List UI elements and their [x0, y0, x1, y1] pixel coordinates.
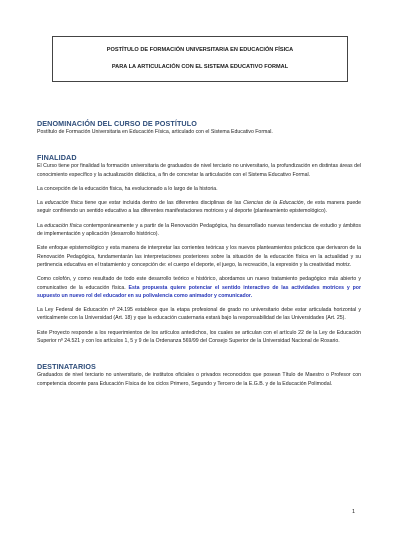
finalidad-paragraph-4: [37, 222, 361, 239]
italic-term: educación física: [44, 222, 82, 229]
finalidad-paragraph-7: La Ley Federal de Educación nº 24.195 establece que la etapa profesional de grado no universitario debe estar articulada horizontal y verticalmente con la Universidad (Art. 18) y que la educación cuaternaria estará bajo la responsabilidad de las Universidades (Art. 25).: [37, 307, 361, 322]
text-run: contemporáneamente y a partir de la Renovación Pedagógica, ha desarrollado nuevas tendencias de estudio y ámbitos de implementación y aplicación (desarrollo histórico).: [37, 222, 362, 238]
title-box: [52, 36, 348, 82]
text-run: Como colofón, y como resultado de todo este desarrollo teórico e histórico, abordamos un nuevo tratamiento pedagógico más abierto y comunicativo de la educación física.: [37, 276, 361, 291]
finalidad-paragraph-6: [37, 275, 361, 300]
denominacion-text: Postítulo de Formación Universitaria en Educación Física, articulado con el Sistema Educativo Formal.: [37, 129, 273, 135]
finalidad-paragraph-1: El Curso tiene por finalidad la formación universitaria de graduados de nivel terciario no universitario, la profundización en distintas áreas del conocimiento específico y la actualización didáctica, a fin de concretar la articulación con el Sistema Educativo Formal.: [37, 163, 361, 178]
italic-term: educación física: [44, 200, 83, 207]
document-body: [37, 119, 361, 388]
finalidad-paragraph-3: [37, 199, 361, 216]
finalidad-paragraph-5: Este enfoque epistemológico y esta manera de interpretar las corrientes teóricas y los nuevos planteamientos prácticos que derivaron de la Renovación Pedagógica, fundamentarán las interpretaciones posteriores sobre la situación de la educación física en la actualidad y su pertinencia educativa en el tratamiento y concepción de: el cuerpo el deporte, el juego, la recreación, la expresión y la creatividad motriz.: [37, 245, 361, 268]
heading-destinatarios: DESTINATARIOS: [37, 362, 96, 372]
finalidad-paragraph-8: Este Proyecto responde a los requerimientos de los artículos antedichos, los cuales se articulan con el artículo 22 de la Ley de Educación Superior nº 24.521 y con los artículos 1, 5 y 9 de la Ordenanza 569/99 del Consejo Superior de la Universidad Nacional de Rosario.: [37, 329, 361, 345]
text-run: La: [37, 200, 45, 207]
page-number: 1: [352, 509, 356, 515]
document-title: POSTÍTULO DE FORMACIÓN UNIVERSITARIA EN EDUCACIÓN FÍSICA: [106, 47, 294, 53]
highlighted-text: Esta propuesta quiere potenciar el sentido interactivo de las actividades motrices y por supuesto un nuevo rol del educador en su polivalencia como animador y comunicador.: [37, 284, 361, 299]
destinatarios-text: Graduados de nivel terciario no universitario, de institutos oficiales o privados reconocidos que posean Título de Maestro o Profesor con competencia docente para Educación Física de los ciclos Primero, Segundo y Tercero de la E.G.B. y de la Educación Polimodal.: [37, 372, 361, 387]
heading-finalidad: FINALIDAD: [37, 153, 77, 163]
italic-term: Ciencias de la Educación: [243, 200, 304, 207]
text-run: tiene que estar incluida dentro de las diferentes disciplinas de las: [82, 200, 244, 207]
document-subtitle: PARA LA ARTICULACIÓN CON EL SISTEMA EDUCATIVO FORMAL: [111, 64, 289, 70]
finalidad-paragraph-2: La concepción de la educación física, ha evolucionado a lo largo de la historia.: [37, 185, 218, 192]
text-run: La: [37, 222, 45, 229]
text-run: , de esta manera puede seguir confiriendo un sentido educativo a las diferentes manifestaciones motrices y al deporte (planteamiento epistemológico).: [37, 200, 362, 215]
heading-denominacion: DENOMINACIÓN DEL CURSO DE POSTÍTULO: [37, 119, 197, 128]
